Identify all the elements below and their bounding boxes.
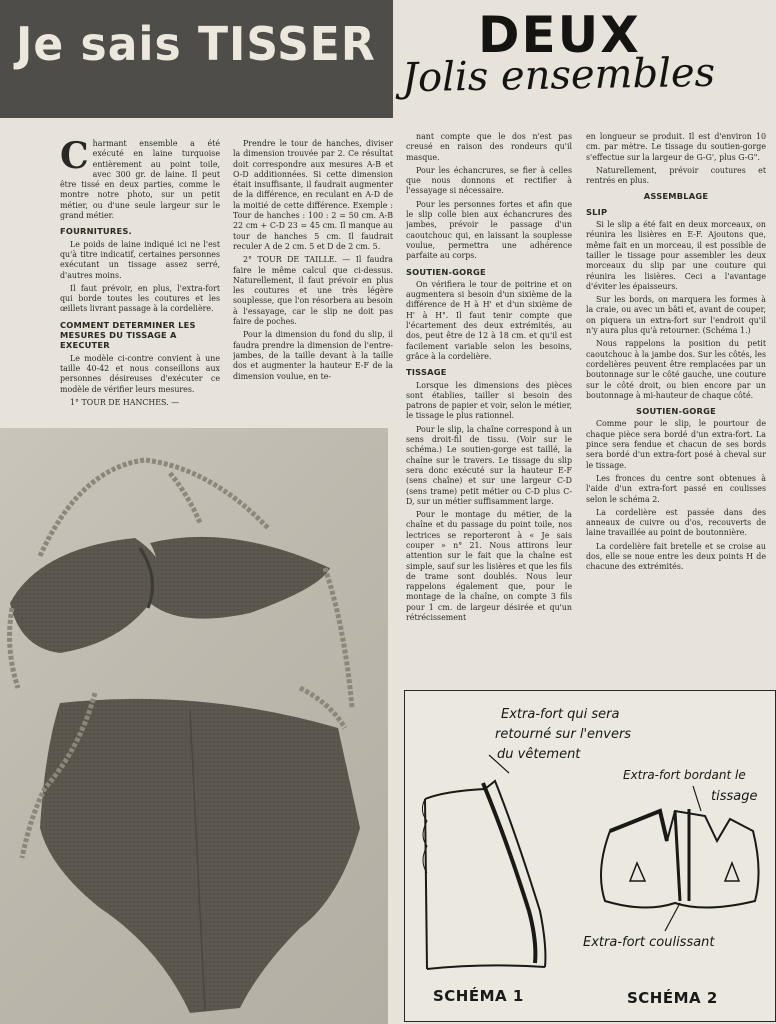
paragraph: La cordelière est passée dans des anneaux de cuivre ou d'os, recouverts de laine travaillée au point de boutonnière. xyxy=(586,507,766,538)
article-column-4 xyxy=(586,132,766,676)
title-banner xyxy=(0,0,393,118)
article-column-3 xyxy=(406,132,572,666)
bikini-illustration xyxy=(0,428,388,1024)
paragraph: Comme pour le slip, le pourtour de chaque pièce sera bordé d'un extra-fort. La pince sera fendue et chacun de ses bords sera bordé d'un extra-fort posé à cheval sur le tissage. xyxy=(586,419,766,470)
page-title: Je sais TISSER xyxy=(16,18,376,72)
heading-mesures: COMMENT DETERMINER LES MESURES DU TISSAGE A EXECUTER xyxy=(60,319,196,351)
paragraph: Pour le montage du métier, de la chaîne et du passage du point toile, nos lectrices se reporteront à « Je sais couper » n° 21. Nous attirons leur attention sur le fait que la chaîne est simple, sauf sur les lisières et que les fils de trame sont doublés. Nous leur rappelons également que, pour le montage de la chaîne, on compte 3 fils pour 1 cm. de largeur désirée et qu'un rétrécissement xyxy=(406,510,572,623)
paragraph: 2° TOUR DE TAILLE. — Il faudra faire le même calcul que ci-dessus. Naturellement, il faut prévoir en plus les coutures et une très légère souplesse, que l'on résorbera au besoin à l'essayage, car le slip ne doit pas faire de poches. xyxy=(233,255,393,327)
paragraph: Lorsque les dimensions des pièces sont établies, tailler si besoin des patrons de papier et voir, selon le métier, le tissage le plus rationnel. xyxy=(406,380,572,421)
paragraph: en longueur se produit. Il est d'environ 10 cm. par mètre. Le tissage du soutien-gorge s'effectue sur la largeur de G-G', plus G-G". xyxy=(586,132,766,162)
article-column-2 xyxy=(233,139,393,419)
bikini-top xyxy=(10,537,330,653)
note-tissage: tissage xyxy=(711,789,758,804)
heading-fournitures: FOURNITURES. xyxy=(60,226,132,237)
headline-script: Jolis ensembles xyxy=(401,49,716,102)
schema-1-drawing xyxy=(422,755,545,969)
headline-deux: DEUX xyxy=(478,6,641,64)
paragraph: Pour le slip, la chaîne correspond à un sens droit-fil de tissu. (Voir sur le schéma.) Le soutien-gorge est taillé, la chaîne sur le travers. Le tissage du slip sera donc exécuté sur la hauteur E-F (sens chaîne) et sur une largeur C-D (sens trame) petit métier ou C-D plus C-D, sur un métier suffisamment large. xyxy=(406,424,572,506)
schema-2-label: SCHÉMA 2 xyxy=(627,989,718,1007)
note-retourne-envers: retourné sur l'envers xyxy=(495,727,632,742)
bikini-bottom xyxy=(40,699,360,1013)
paragraph: Pour les échancrures, se fier à celles que nous donnons et rectifier à l'essayage si nécessaire. xyxy=(406,165,572,196)
note-extra-fort-coulissant: Extra-fort coulissant xyxy=(583,935,715,950)
schema-panel xyxy=(404,690,776,1022)
heading-soutien-gorge: SOUTIEN-GORGE xyxy=(406,266,486,277)
paragraph: Naturellement, prévoir coutures et rentrés en plus. xyxy=(586,165,766,186)
paragraph: Pour les personnes fortes et afin que le slip colle bien aux échancrures des jambes, prévoir le passage d'un caoutchouc qui, en laissant la souplesse voulue, permettra une adhérence parfaite au corps. xyxy=(406,199,572,261)
heading-tissage: TISSAGE xyxy=(406,367,447,378)
schema-2-drawing xyxy=(601,786,759,931)
paragraph: Il faut prévoir, en plus, l'extra-fort qui borde toutes les coutures et les œillets livrant passage à la cordelière. xyxy=(60,283,220,314)
paragraph: Les fronces du centre sont obtenues à l'aide d'un extra-fort passé en coulisses selon le schéma 2. xyxy=(586,473,766,504)
paragraph: Le modèle ci-contre convient à une taille 40-42 et nous conseillons aux personnes désireuses d'exécuter ce modèle de vérifier leurs mesures. xyxy=(60,353,220,394)
paragraph: Le poids de laine indiqué ici ne l'est qu'à titre indicatif, certaines personnes exécutant un tissage assez serré, d'autres moins. xyxy=(60,239,220,280)
article-column-1 xyxy=(60,139,220,425)
paragraph: 1° TOUR DE HANCHES. — xyxy=(70,397,180,407)
schema-1-label: SCHÉMA 1 xyxy=(433,987,524,1005)
paragraph: Nous rappelons la position du petit caoutchouc à la jambe dos. Sur les côtés, les cordelières peuvent être remplacées par un boutonnage sur le côté gauche, une couture sur le côté droit, ou bien encore par un boutonnage à mi-hauteur de chaque côté. xyxy=(586,339,766,400)
dropcap: C xyxy=(60,139,89,177)
heading-soutien-gorge-2: SOUTIEN-GORGE xyxy=(636,406,716,417)
paragraph: Pour la dimension du fond du slip, il faudra prendre la dimension de l'entre-jambes, de la taille devant à la taille dos et augmenter la hauteur E-F de la dimension voulue, en te- xyxy=(233,330,393,381)
paragraph: Sur les bords, on marquera les formes à la craie, ou avec un bâti et, avant de couper, on piquera un extra-fort sur l'endroit qu'il n'y aura plus qu'à retourner. (Schéma 1.) xyxy=(586,295,766,336)
paragraph: Si le slip a été fait en deux morceaux, on réunira les lisières en E-F. Ajoutons que, même fait en un morceau, il est possible de tailler le tissage pour assembler les deux morceaux du slip par une couture qui réunira les lisières. Ceci a l'avantage d'éviter les épaisseurs. xyxy=(586,220,766,291)
intro-paragraph: harmant ensemble a été exécuté en laine turquoise entièrement au point toile, avec 300 gr. de laine. Il peut être tissé en deux parties, comme le montre notre photo, sur un petit métier, ou d'une seule largeur sur le grand métier. xyxy=(60,139,220,221)
bikini-photo xyxy=(0,428,388,1024)
note-extra-fort-bordant: Extra-fort bordant le xyxy=(623,768,746,782)
schema-drawings xyxy=(405,691,775,1021)
paragraph: Prendre le tour de hanches, diviser la dimension trouvée par 2. Ce résultat doit correspondre aux mesures A-B et O-D additionnées. Si cette dimension était insuffisante, il faudrait augmenter de la différence, en reculant en A-D de la moitié de cette différence. Exemple : Tour de hanches : 100 : 2 = 50 cm. A-B 22 cm + C-D 23 = 45 cm. Il manque au tour de hanches 5 cm. Il faudrait reculer A de 2 cm. 5 et D de 2 cm. 5. xyxy=(233,139,393,251)
note-du-vetement: du vêtement xyxy=(497,747,581,762)
paragraph: nant compte que le dos n'est pas creusé en raison des rondeurs qu'il masque. xyxy=(406,132,572,162)
heading-slip: SLIP xyxy=(586,206,608,217)
paragraph: On vérifiera le tour de poitrine et on augmentera si besoin d'un sixième de la différence de H à H' et d'un sixième de H' à H". Il faut tenir compte que l'écartement des deux extrémités, au dos, peut être de 12 à 18 cm. et qu'il est facilement variable selon les besoins, grâce à la cordelière. xyxy=(406,279,572,361)
heading-assemblage: ASSEMBLAGE xyxy=(643,191,709,202)
paragraph: La cordelière fait bretelle et se croise au dos, elle se noue entre les deux points H de chacune des extrémités. xyxy=(586,541,766,572)
note-extra-fort-retourne: Extra-fort qui sera xyxy=(501,707,620,722)
